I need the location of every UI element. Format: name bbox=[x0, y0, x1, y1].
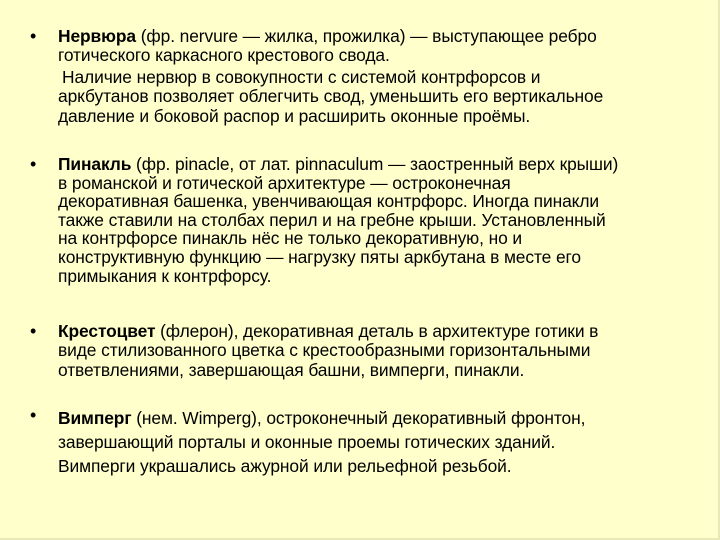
bullet-dot: • bbox=[30, 26, 37, 46]
definition-text: (фр. pinacle, от лат. pinnaculum — заостренный верх крыши) bbox=[131, 154, 619, 174]
bullet-text-wimperg bbox=[58, 406, 708, 478]
bullet-dot: • bbox=[30, 321, 37, 341]
text-line bbox=[58, 406, 708, 430]
text-line: также ставили на столбах перил и на гребне крыши. Установленный bbox=[58, 209, 606, 230]
text-line: в романской и готической архитектуре — остроконечная bbox=[58, 172, 511, 193]
text-line bbox=[58, 322, 708, 341]
term-fleuron: Крестоцвет bbox=[58, 321, 156, 341]
text-line: готического каркасного крестового свода. bbox=[58, 45, 390, 66]
text-line: Вимперги украшались ажурной или рельефной резьбой. bbox=[58, 456, 512, 476]
text-line: аркбутанов позволяет облегчить свод, уменьшить его вертикальное bbox=[58, 86, 604, 107]
term-nervure: Нервюра bbox=[58, 26, 136, 46]
text-line: примыкания к контрфорсу. bbox=[58, 265, 272, 286]
text-line bbox=[58, 27, 708, 46]
text-line: конструктивную функцию — нагрузку пяты аркбутана в месте его bbox=[58, 246, 581, 267]
text-line: виде стилизованного цветка с крестообразными горизонтальными bbox=[58, 340, 591, 361]
term-wimperg: Вимперг bbox=[58, 408, 132, 428]
text-line: давление и боковой распор и расширить оконные проёмы. bbox=[58, 105, 531, 126]
definition-text: (флерон), декоративная деталь в архитектуре готики в bbox=[155, 321, 599, 341]
text-line: ответвлениями, завершающая башни, вимперги, пинакли. bbox=[58, 359, 525, 380]
term-pinnacle: Пинакль bbox=[58, 154, 132, 174]
text-line: Наличие нервюр в совокупности с системой контрфорсов и bbox=[62, 66, 541, 87]
text-line: завершающий порталы и оконные проемы готических зданий. bbox=[58, 432, 556, 452]
bullet-text-pinnacle bbox=[58, 155, 708, 285]
bullet-text-fleuron bbox=[58, 322, 708, 380]
definition-text: (нем. Wimperg), остроконечный декоративный фронтон, bbox=[131, 408, 586, 428]
text-line: на контрфорсе пинакль нёс не только декоративную, но и bbox=[58, 228, 523, 249]
bullet-dot: • bbox=[30, 405, 37, 425]
text-line bbox=[58, 155, 708, 174]
bullet-text-nervure bbox=[58, 27, 708, 126]
bullet-dot: • bbox=[30, 154, 37, 174]
text-line: декоративная башенка, увенчивающая контрфорс. Иногда пинакли bbox=[58, 191, 600, 212]
definition-text: (фр. nervure — жилка, прожилка) — выступающее ребро bbox=[136, 26, 597, 46]
